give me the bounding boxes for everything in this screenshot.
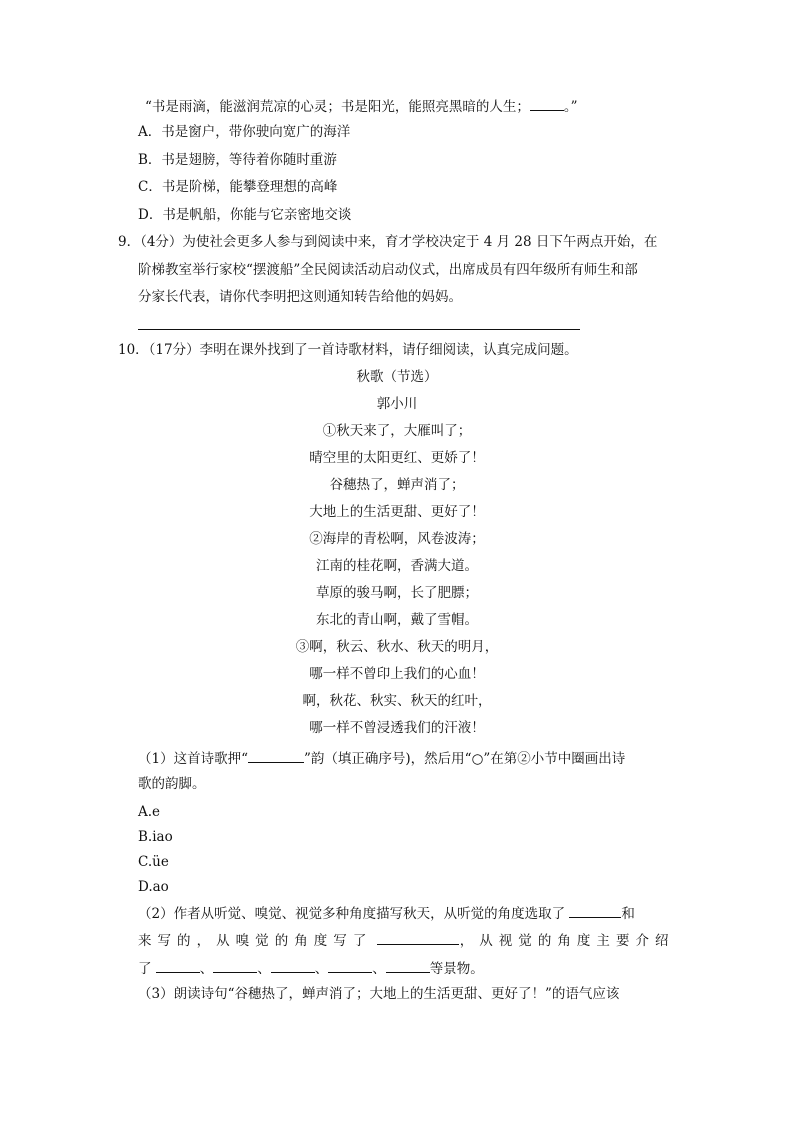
q10-sub2-line-3 — [138, 958, 484, 978]
poem-line: 大地上的生活更甜、更好了！ — [309, 504, 485, 520]
poem-line: 谷穗热了，蝉声消了； — [329, 477, 465, 493]
poem-line: 哪一样不曾浸透我们的汗液！ — [309, 720, 485, 736]
q9-line-2: 阶梯教室举行家校“摆渡船”全民阅读活动启动仪式，出席成员有四年级所有师生和部 — [138, 262, 638, 278]
q8-stem-end: 。” — [563, 99, 578, 115]
q10-sub1-option-b[interactable]: B.iao — [138, 829, 173, 845]
poem-line: 哪一样不曾印上我们的心血！ — [309, 666, 485, 682]
q8-answer-blank[interactable] — [530, 96, 564, 111]
q10-sub2-sep: 、 — [314, 961, 329, 977]
q10-sub1-option-d[interactable]: D.ao — [138, 879, 169, 895]
q10-sub2-blank-sight-3[interactable] — [271, 958, 315, 973]
q10-sub2-text-f: 等景物。 — [429, 961, 484, 977]
poem-line: ③啊，秋云、秋水、秋天的明月， — [295, 639, 499, 655]
q9-answer-line[interactable] — [138, 329, 580, 330]
poem-line: 草原的骏马啊，长了肥膘； — [316, 585, 478, 601]
q8-stem — [145, 96, 578, 116]
q10-intro: 10．（17分）李明在课外找到了一首诗歌材料，请仔细阅读，认真完成问题。 — [118, 342, 578, 358]
q10-sub1-blank[interactable] — [248, 748, 304, 763]
poem-line: 啊，秋花、秋实、秋天的红叶， — [302, 693, 492, 709]
q10-sub2-blank-smell[interactable] — [377, 930, 459, 945]
q10-sub2-blank-hearing-1[interactable] — [569, 903, 621, 918]
q10-sub2-text-b: 和 — [621, 906, 635, 922]
poem-line: 晴空里的太阳更红、更娇了！ — [309, 450, 485, 466]
q10-sub2-text-a: （2）作者从听觉、嗅觉、视觉多种角度描写秋天，从听觉的角度选取了 — [138, 906, 566, 922]
q10-sub2-sep: 、 — [372, 961, 386, 977]
q10-sub2-sep: 、 — [257, 961, 271, 977]
poem-line: ②海岸的青松啊，风卷波涛； — [309, 531, 485, 547]
q8-stem-text: “书是雨滴，能滋润荒凉的心灵；书是阳光，能照亮黑暗的人生； — [145, 99, 530, 115]
q10-sub2-blank-sight-5[interactable] — [386, 958, 430, 973]
q10-sub1-option-a[interactable]: A.e — [138, 804, 161, 820]
q10-sub2-line-1 — [138, 903, 635, 923]
q10-sub2-sep: 、 — [199, 961, 214, 977]
q8-option-c[interactable]: C．书是阶梯，能攀登理想的高峰 — [138, 179, 338, 195]
q10-sub1-text-b: ”韵（填正确序号)，然后用“○”在第②小节中圈画出诗 — [304, 751, 626, 767]
q10-sub1-option-c[interactable]: C.üe — [138, 854, 169, 870]
q10-sub2-line-2 — [138, 930, 674, 950]
poem-title: 秋歌（节选） — [356, 369, 438, 385]
q10-sub3: （3）朗读诗句“谷穗热了，蝉声消了；大地上的生活更甜、更好了！”的语气应该 — [138, 986, 620, 1002]
q8-option-b[interactable]: B．书是翅膀，等待着你随时重游 — [138, 152, 337, 168]
q8-option-a[interactable]: A．书是窗户，带你驶向宽广的海洋 — [138, 124, 351, 140]
q9-line-3: 分家长代表，请你代李明把这则通知转告给他的妈妈。 — [138, 289, 462, 305]
q9-line-1: 9．（4分）为使社会更多人参与到阅读中来，育才学校决定于 4 月 28 日下午两点开始，在 — [118, 234, 658, 250]
q10-sub1 — [138, 748, 625, 768]
q8-option-d[interactable]: D．书是帆船，你能与它亲密地交谈 — [138, 207, 352, 223]
q10-sub2-blank-sight-2[interactable] — [213, 958, 257, 973]
q10-sub2-text-c: 来写的，从嗅觉的角度写了 — [138, 933, 373, 949]
poem-author: 郭小川 — [376, 396, 418, 412]
q10-sub2-blank-sight-4[interactable] — [328, 958, 372, 973]
q10-sub2-text-e: 了 — [138, 961, 152, 977]
poem-line: 江南的桂花啊，香满大道。 — [316, 558, 478, 574]
q10-sub2-blank-sight-1[interactable] — [156, 958, 200, 973]
q10-sub2-text-d: ，从视觉的角度主要介绍 — [459, 933, 675, 949]
q10-sub1-text-a: （1）这首诗歌押“ — [138, 751, 248, 767]
poem-line: 东北的青山啊，戴了雪帽。 — [316, 612, 478, 628]
q10-sub1-cont: 歌的韵脚。 — [138, 776, 206, 792]
poem-line: ①秋天来了，大雁叫了； — [322, 423, 472, 439]
